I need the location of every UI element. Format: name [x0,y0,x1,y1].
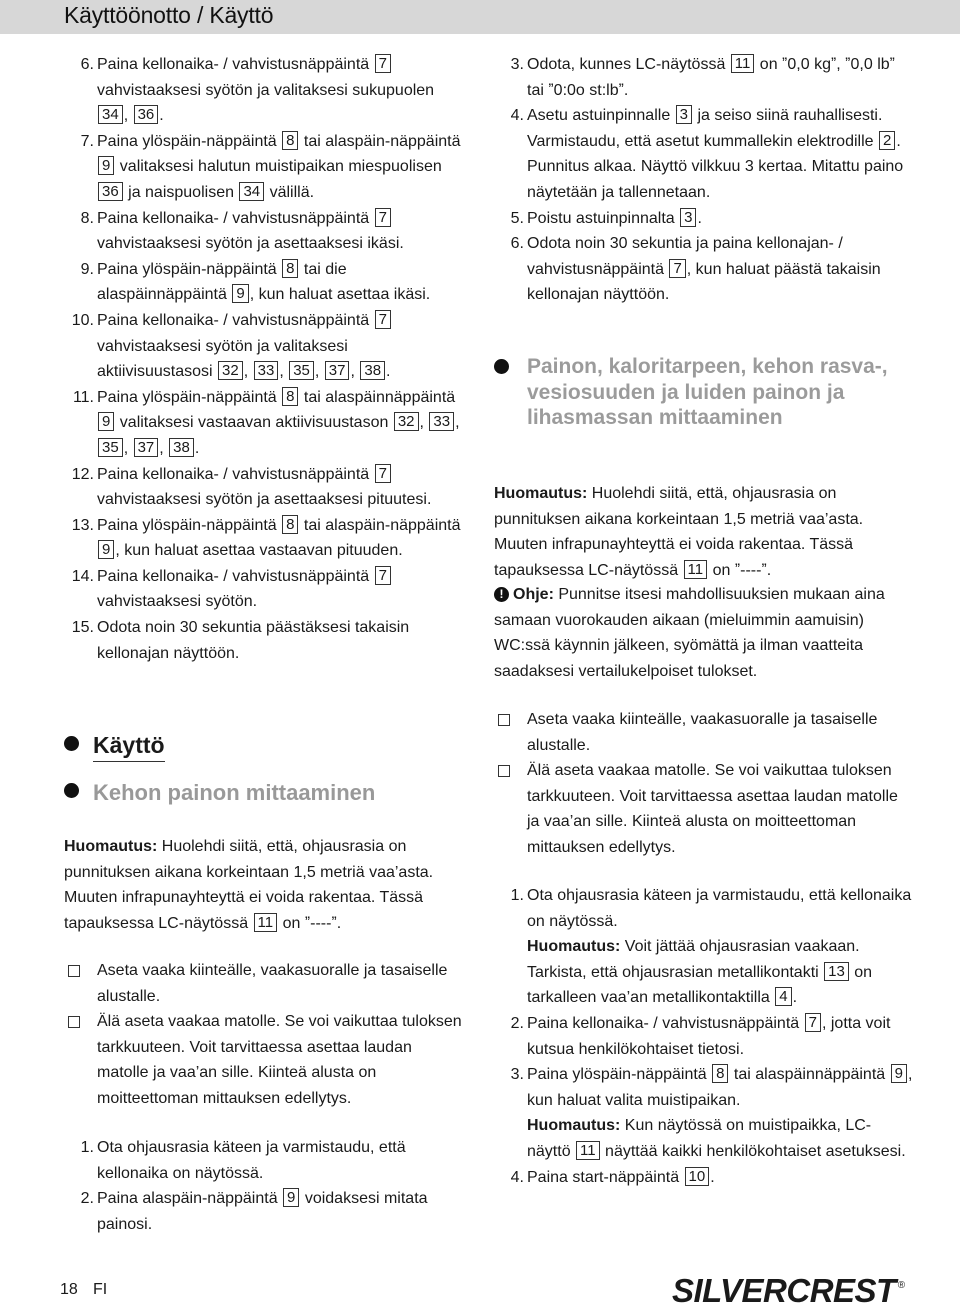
note-label: Huomautus: [64,838,158,855]
key-reference: 13 [824,962,849,981]
left-column [64,52,464,666]
step-text: Asetu astuinpinnalle 3 ja seiso siinä rauhallisesti. Varmistaudu, että asetut kummallekin elektrodille 2 . Punnitus alkaa. Näyttö vilkkuu 3 kertaa. Mitattu paino näytetään ja tallennetaan. [527,106,904,201]
list-item [64,385,464,462]
step-text: Paina ylöspäin-näppäintä 8 tai alaspäin-näppäintä 9 valitaksesi halutun muistipaikan miespuolisen 36 ja naispuolisen 34 välillä. [97,131,461,201]
step-number: 2. [510,1014,524,1032]
key-reference: 7 [375,310,391,329]
step-text: Paina kellonaika- / vahvistusnäppäintä 7 , jotta voit kutsua henkilökohtaiset tietosi. [527,1013,891,1058]
step-number: 11. [72,388,94,406]
key-reference: 9 [283,1188,299,1207]
step-number: 14. [71,567,94,585]
list-item [64,564,464,615]
list-item [64,1009,464,1111]
step-text: Paina kellonaika- / vahvistusnäppäintä 7 vahvistaaksesi syötön ja asettaaksesi pituutesi. [97,464,432,509]
step-number: 8. [80,209,94,227]
step-number: 9. [80,260,94,278]
list-item [64,462,464,513]
step-text: Ota ohjausrasia käteen ja varmistaudu, että kellonaika on näytössä. [97,1139,406,1182]
step-number: 13. [71,516,94,534]
key-reference: 7 [669,259,685,278]
step-text: Odota noin 30 sekuntia ja paina kellonajan- / vahvistusnäppäintä 7 , kun haluat päästä takaisin kellonajan näyttöön. [527,235,881,304]
right-steps2-list [494,883,914,1190]
step-text: Paina ylöspäin-näppäintä 8 tai alaspäinnäppäintä 9 , kun haluat valita muistipaikan. [527,1065,913,1109]
step-number: 12. [71,465,94,483]
page-number: 18 [60,1281,78,1298]
header-bar [0,0,960,34]
step-number: 4. [510,1168,524,1186]
step-number: 3. [510,56,524,73]
exclamation-circle-icon: ! [494,587,509,602]
step-number: 1. [510,887,524,904]
key-reference: 36 [134,105,159,124]
list-item [64,958,464,1009]
list-item [494,883,914,934]
step-text: Paina ylöspäin-näppäintä 8 tai alaspäin-näppäintä 9 , kun haluat asettaa vastaavan pituuden. [97,515,461,560]
key-reference: 32 [218,361,243,380]
key-reference: 35 [289,361,314,380]
key-reference: 7 [375,54,391,73]
key-reference: 8 [282,259,298,278]
key-reference: 37 [325,361,350,380]
key-reference: 32 [394,412,419,431]
step-text: Odota, kunnes LC-näytössä 11 on ˮ0,0 kgˮ, ˮ0,0 lbˮ tai ˮ0:0o st:lbˮ. [527,55,895,99]
right-note: Huomautus: Huolehdi siitä, että, ohjausrasia on punnituksen aikana korkeintaan 1,5 metriä vaa’asta. Muuten infrapunayhteyttä ei voida rakentaa. Tässä tapauksessa LC-näytössä 11 on ˮ----ˮ. [494,485,864,579]
step-text: Odota noin 30 sekuntia päästäksesi takaisin kellonajan näyttöön. [97,619,410,662]
key-reference: 9 [98,540,114,559]
list-item [494,1062,914,1113]
key-reference: 8 [282,387,298,406]
key-reference: 9 [98,412,114,431]
step-number: 6. [80,56,94,73]
note-label: Huomautus: [494,485,588,502]
list-item [64,257,464,308]
step-number: 2. [80,1190,94,1208]
key-reference: 35 [98,438,123,457]
key-reference: 38 [169,438,194,457]
key-reference: 33 [254,361,279,380]
list-item [64,206,464,257]
list-item [64,1186,464,1237]
key-reference: 3 [676,105,692,124]
list-item [494,231,914,308]
step-text: Poistu astuinpinnalta 3 . [527,208,702,227]
step-text: Ota ohjausrasia käteen ja varmistaudu, että kellonaika on näytössä. [527,887,912,930]
key-reference: 9 [232,284,248,303]
right-tip: ! Ohje: Punnitse itsesi mahdollisuuksien mukaan aina samaan vuorokauden aikaan (mieluimmin aamuisin) WC:ssä käynnin jälkeen, syömättä ja ilman vaatteita saadaksesi vertailukelpoiset tulokset. [494,586,885,680]
page-title: Käyttöönotto / Käyttö [64,2,274,28]
key-reference: 9 [98,156,114,175]
list-item [64,129,464,206]
step-number: 4. [510,107,524,125]
key-reference: 38 [360,361,385,380]
right-column [494,52,914,308]
key-reference: 36 [98,182,123,201]
key-reference: 7 [375,208,391,227]
step-text: Paina ylöspäin-näppäintä 8 tai die alaspäinnäppäintä 9 , kun haluat asettaa ikäsi. [97,259,431,304]
key-reference: 7 [805,1013,821,1032]
list-item [494,103,914,205]
key-reference: 33 [429,412,454,431]
step-number: 3. [510,1066,524,1084]
key-reference: 34 [98,105,123,124]
left-note: Huomautus: Huolehdi siitä, että, ohjausrasia on punnituksen aikana korkeintaan 1,5 metriä vaa’asta. Muuten infrapunayhteyttä ei voida rakentaa. Tässä tapauksessa LC-näytössä 11 on ˮ----ˮ. [64,838,434,932]
key-reference: 11 [731,54,755,73]
list-item [494,707,914,758]
right-heading: Painon, kaloritarpeen, kehon rasva-, vesiosuuden ja luiden painon ja lihasmassan mittaaminen [494,354,914,431]
step-text: Paina ylöspäin-näppäintä 8 tai alaspäinnäppäintä 9 valitaksesi vastaavan aktiivisuustason 32 , 33 , 35 , 37 , 38 . [97,387,460,457]
right-steps-list [494,52,914,308]
step-text: Paina kellonaika- / vahvistusnäppäintä 7 vahvistaaksesi syötön ja valitaksesi aktiivisuustasosi 32 , 33 , 35 , 37 , 38 . [97,310,391,381]
key-reference: 8 [282,515,298,534]
bullet-text: Aseta vaaka kiinteälle, vaakasuoralle ja tasaiselle alustalle. [527,711,878,754]
right-bullet-list [494,707,914,861]
step-number: 5. [510,209,524,227]
list-item [494,1165,914,1191]
key-reference: 37 [134,438,159,457]
square-bullet-icon [498,714,510,726]
list-item [64,308,464,385]
step-number: 7. [80,132,94,150]
brand-logo: SILVERCREST ® [672,1272,905,1309]
step-note: Huomautus: Voit jättää ohjausrasian vaakaan. Tarkista, että ohjausrasian metallikontakti 13 on tarkalleen vaa’an metallikontaktilla 4 . [527,938,873,1007]
list-item [64,513,464,564]
key-reference: 11 [576,1141,600,1160]
key-reference: 9 [891,1064,907,1083]
bullet-icon [64,783,79,798]
step-text: Paina kellonaika- / vahvistusnäppäintä 7 vahvistaaksesi syötön ja valitaksesi sukupuolen 34 , 36 . [97,55,435,125]
key-reference: 7 [375,566,391,585]
key-reference: 8 [712,1064,728,1083]
key-reference: 34 [239,182,264,201]
bullet-icon [64,736,79,751]
sub-heading: Kehon painon mittaaminen [64,780,375,806]
left-steps-list [64,52,464,666]
bullet-icon [494,359,509,374]
left-steps2-list [64,1135,464,1237]
step-number: 15. [71,619,94,637]
list-item [494,758,914,860]
step-number: 6. [510,235,524,253]
step-text: Paina alaspäin-näppäintä 9 voidaksesi mitata painosi. [97,1189,428,1233]
language-code: FI [93,1281,108,1298]
tip-label: Ohje: [513,586,554,603]
footer [0,1272,960,1309]
step-text: Paina kellonaika- / vahvistusnäppäintä 7 vahvistaaksesi syötön. [97,564,464,615]
list-item [494,52,914,103]
bullet-text: Älä aseta vaakaa matolle. Se voi vaikuttaa tuloksen tarkkuuteen. Voit tarvittaessa asettaa laudan matolle ja vaa’an sille. Kiinteä alusta on moitteettoman mittauksen edellytys. [97,1013,462,1107]
key-reference: 7 [375,464,391,483]
step-text: Paina kellonaika- / vahvistusnäppäintä 7 vahvistaaksesi syötön ja asettaaksesi ikäsi. [97,208,404,253]
square-bullet-icon [498,765,510,777]
list-item [64,615,464,666]
key-reference: 3 [680,208,696,227]
key-reference: 11 [254,913,278,932]
key-reference: 4 [775,987,791,1006]
square-bullet-icon [68,965,80,977]
key-reference: 2 [879,131,895,150]
key-reference: 11 [684,560,708,579]
step-number: 1. [80,1139,94,1156]
list-item [64,52,464,129]
list-item [494,1011,914,1062]
step-note: Huomautus: Kun näytössä on muistipaikka, LC-näyttö 11 näyttää kaikki henkilökohtaiset asetuksesi. [527,1117,906,1160]
key-reference: 10 [685,1167,710,1186]
square-bullet-icon [68,1016,80,1028]
key-reference: 8 [282,131,298,150]
bullet-text: Älä aseta vaakaa matolle. Se voi vaikuttaa tuloksen tarkkuuteen. Voit tarvittaessa asettaa laudan matolle ja vaa’an sille. Kiinteä alusta on moitteettoman mittauksen edellytys. [527,762,898,856]
list-item [64,1135,464,1186]
list-item [494,206,914,232]
step-text: Paina start-näppäintä 10 . [527,1167,715,1186]
step-number: 10. [71,311,94,329]
left-bullet-list [64,958,464,1112]
bullet-text: Aseta vaaka kiinteälle, vaakasuoralle ja tasaiselle alustalle. [97,962,448,1005]
section-heading: Käyttö [64,732,165,759]
